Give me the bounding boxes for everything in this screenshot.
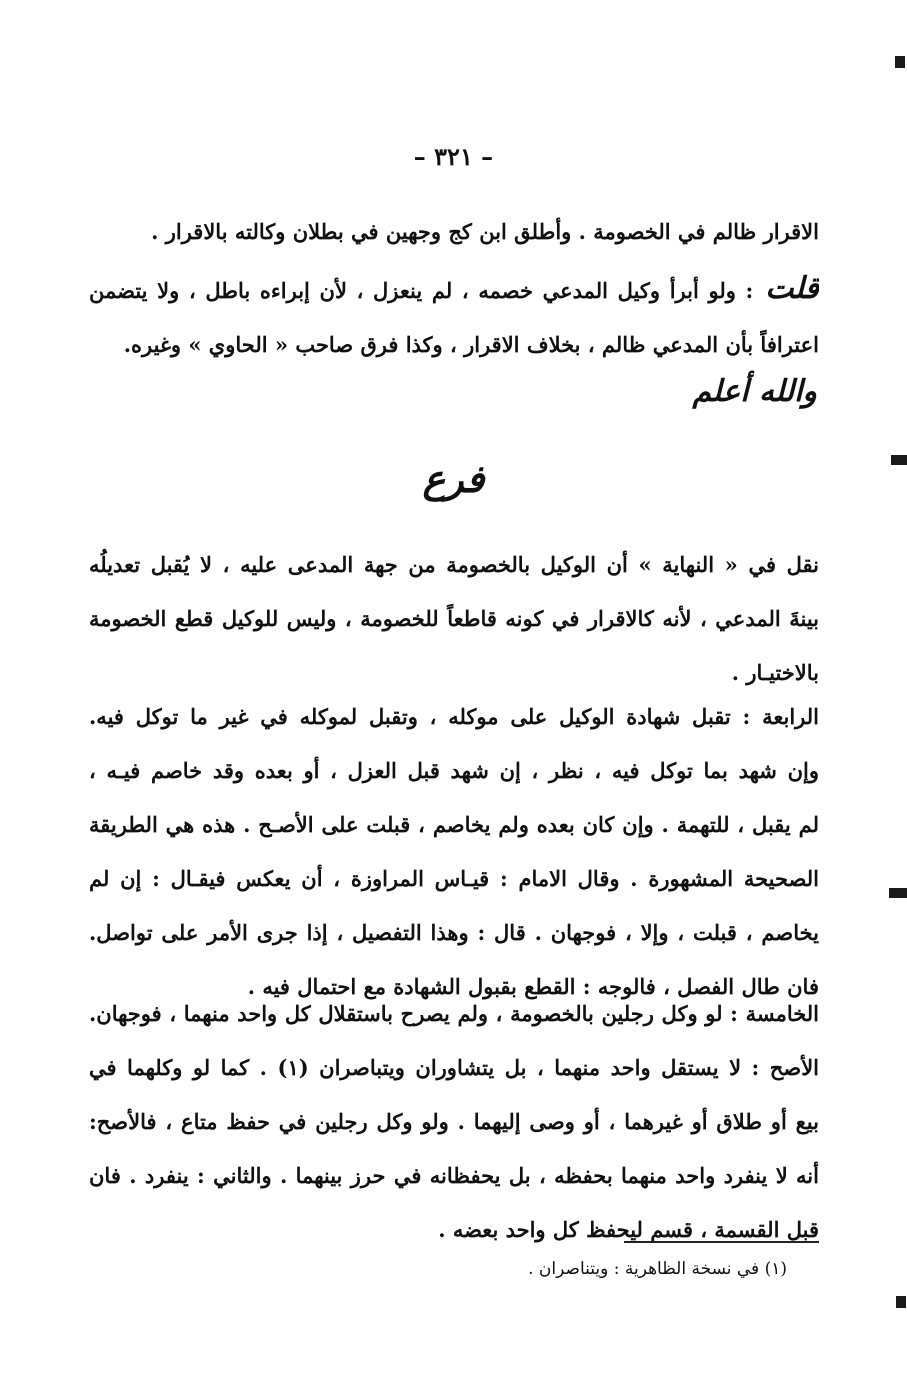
text-line — [89, 262, 819, 318]
scan-edge-mark — [889, 888, 907, 898]
text-line: نقل في « النهاية » أن الوكيل بالخصومة من جهة المدعى عليه ، لا يُقبل تعديلُه — [89, 552, 819, 577]
paragraph-fifth — [89, 987, 819, 1257]
scan-edge-mark — [891, 455, 907, 465]
text-line: يخاصم ، قبلت ، وإلا ، فوجهان . قال : وهذا التفصيل ، إذا جرى الأمر على تواصل. — [89, 920, 819, 945]
text-line: أنه لا ينفرد واحد منهما بحفظه ، بل يحفظانه في حرز بينهما . والثاني : ينفرد . فان — [89, 1163, 819, 1188]
scan-edge-mark — [896, 1296, 906, 1308]
text-line: بينةَ المدعي ، لأنه كالاقرار في كونه قاطعاً للخصومة ، وليس للوكيل قطع الخصومة — [89, 606, 819, 631]
text-line-rest: : ولو أبرأ وكيل المدعي خصمه ، لم ينعزل ، لأن إبراءه باطل ، ولا يتضمن — [89, 278, 754, 303]
paragraph-qultu — [89, 262, 819, 372]
section-title: فرع — [422, 456, 485, 501]
text-line — [89, 987, 819, 1041]
paragraph-keyword: الخامسة — [745, 1001, 819, 1026]
closing-phrase: والله أعلم — [692, 374, 817, 409]
text-line: بيع أو طلاق أو غيرهما ، أو وصى إليهما . ولو وكل رجلين في حفظ متاع ، فالأصح: — [89, 1109, 819, 1134]
text-line: فان طال الفصل ، فالوجه : القطع بقبول الشهادة مع احتمال فيه . — [247, 974, 819, 999]
text-line: وإن شهد بما توكل فيه ، نظر ، إن شهد قبل العزل ، أو بعده وقد خاصم فيـه ، — [89, 758, 819, 783]
paragraph-fourth — [89, 690, 819, 1014]
text-line: الأصح : لا يستقل واحد منهما ، بل يتشاوران ويتباصران (١) . كما لو وكلهما في — [89, 1055, 819, 1080]
paragraph-far — [89, 538, 819, 700]
text-line: بالاختيـار . — [731, 660, 819, 685]
footnote-divider — [624, 1241, 819, 1243]
text-line: لم يقبل ، للتهمة . وإن كان بعده ولم يخاصم ، قبلت على الأصـح . هذه هي الطريقة — [89, 812, 819, 837]
text-line-rest: : لو وكل رجلين بالخصومة ، ولم يصرح باستقلال كل واحد منهما ، فوجهان. — [89, 1001, 738, 1026]
paragraph-keyword: الرابعة — [762, 704, 819, 729]
page-number: – ٣٢١ – — [413, 142, 494, 171]
qultu-heading: قلت — [765, 271, 819, 306]
paragraph-1 — [89, 205, 819, 259]
footnote: (١) في نسخة الظاهرية : ويتناصران . — [528, 1259, 787, 1279]
text-line — [89, 690, 819, 744]
text-line: الاقرار ظالم في الخصومة . وأطلق ابن كج وجهين في بطلان وكالته بالاقرار . — [151, 219, 819, 244]
text-line: قبل القسمة ، قسم ليحفظ كل واحد بعضه . — [438, 1217, 819, 1242]
text-line-rest: : تقبل شهادة الوكيل على موكله ، وتقبل لموكله في غير ما توكل فيه. — [89, 704, 751, 729]
text-line: اعترافاً بأن المدعي ظالم ، بخلاف الاقرار ، وكذا فرق صاحب « الحاوي » وغيره. — [123, 332, 819, 357]
text-line: الصحيحة المشهورة . وقال الامام : قيـاس المراوزة ، أن يعكس فيقـال : إن لم — [89, 866, 819, 891]
scan-edge-mark — [895, 56, 905, 68]
